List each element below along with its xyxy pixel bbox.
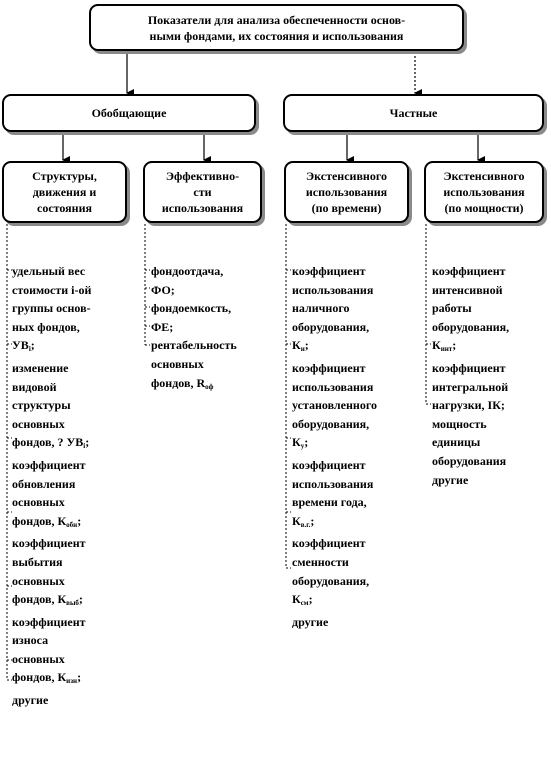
- list-item: коэффициент: [292, 536, 366, 551]
- list-item: фондоемкость,: [151, 301, 232, 316]
- list-item: группы основ-: [12, 301, 91, 316]
- list-item: времени года,: [292, 495, 367, 510]
- efficiency-indicator-list: [151, 262, 237, 396]
- intensive-box: [424, 161, 544, 223]
- list-item: использования: [292, 379, 374, 394]
- list-item: удельный вес: [12, 264, 86, 278]
- list-item: установленного: [292, 398, 377, 413]
- list-item: фондов, $К_{выб}$;: [12, 592, 83, 608]
- list-item: обновления: [12, 476, 76, 491]
- list-item: оборудования: [432, 453, 507, 468]
- list-item: оборудования,: [292, 416, 370, 431]
- general-label: Обобщающие: [91, 106, 167, 120]
- list-item: коэффициент: [292, 457, 366, 472]
- bracket-efficiency: [145, 224, 150, 345]
- list-item: видовой: [12, 379, 57, 394]
- list-item: рентабельность: [151, 338, 237, 353]
- list-item: коэффициент: [12, 536, 86, 551]
- root-title-line1: Показатели для анализа обеспеченности основ-: [147, 12, 406, 27]
- list-item: нагрузки, IК;: [432, 398, 505, 413]
- list-item: основных: [12, 495, 65, 510]
- extensive-box: [284, 161, 409, 223]
- list-item: коэффициент: [432, 264, 506, 278]
- intensive-label-2: использования: [443, 185, 525, 199]
- list-item: коэффициент: [432, 360, 506, 375]
- list-item: коэффициент: [292, 360, 366, 375]
- list-item: $УВ_i$;: [12, 338, 35, 354]
- list-item: другие: [292, 614, 329, 629]
- particular-box: [283, 94, 544, 132]
- list-item: ФО;: [151, 282, 175, 297]
- list-item: износа: [12, 633, 49, 648]
- list-item: $К_н$;: [292, 338, 309, 354]
- general-box: [2, 94, 256, 132]
- particular-label: Частные: [389, 106, 438, 120]
- list-item: изменение: [12, 360, 69, 375]
- structure-indicator-list: [12, 262, 91, 710]
- list-item: работы: [432, 301, 472, 316]
- list-item: сменности: [292, 554, 349, 569]
- list-item: другие: [432, 472, 469, 487]
- efficiency-box: [143, 161, 262, 223]
- intensive-indicator-list: [432, 262, 509, 489]
- list-item: $К_{инт}$;: [432, 338, 457, 354]
- list-item: интенсивной: [432, 282, 503, 297]
- list-item: основных: [151, 356, 204, 371]
- list-item: $К_{в.г.}$;: [292, 513, 315, 529]
- list-item: $К_{см}$;: [292, 592, 313, 608]
- list-item: оборудования,: [292, 319, 370, 334]
- efficiency-label-1: Эффективно-: [165, 169, 240, 183]
- bracket-extensive: [286, 224, 291, 568]
- efficiency-label-2: сти: [193, 185, 212, 199]
- list-item: мощность: [432, 416, 487, 431]
- intensive-label-1: Экстенсивного: [443, 169, 525, 183]
- list-item: оборудования,: [432, 319, 510, 334]
- list-item: структуры: [12, 398, 71, 413]
- list-item: ных фондов,: [12, 319, 80, 334]
- list-item: оборудования,: [292, 573, 370, 588]
- list-item: основных: [12, 573, 65, 588]
- root-box: [89, 4, 464, 51]
- list-item: фондов, ? $УВ_i$;: [12, 435, 90, 451]
- list-item: коэффициент: [292, 264, 366, 278]
- structure-label-1: Структуры,: [32, 169, 97, 183]
- list-item: выбытия: [12, 554, 63, 569]
- list-item: $К_у$;: [292, 435, 309, 451]
- extensive-label-3: (по времени): [311, 201, 382, 215]
- list-item: использования: [292, 282, 374, 297]
- list-item: наличного: [292, 301, 350, 316]
- list-item: фондов, $R_{оф}$: [151, 375, 214, 391]
- intensive-label-3: (по мощности): [444, 201, 524, 215]
- list-item: фондов, $К_{изн}$;: [12, 670, 82, 686]
- structure-box: [2, 161, 127, 223]
- list-item: фондоотдача,: [151, 264, 224, 278]
- list-item: основных: [12, 651, 65, 666]
- structure-label-3: состояния: [37, 201, 92, 215]
- structure-label-2: движения и: [32, 185, 97, 199]
- list-item: коэффициент: [12, 614, 86, 629]
- root-title-line2: ными фондами, их состояния и использования: [149, 28, 404, 43]
- efficiency-label-3: использования: [161, 201, 244, 215]
- list-item: интегральной: [432, 379, 509, 394]
- extensive-label-1: Экстенсивного: [305, 169, 387, 183]
- list-item: ФЕ;: [151, 319, 174, 334]
- list-item: фондов, $К_{обн}$;: [12, 513, 82, 529]
- bracket-intensive: [426, 224, 431, 404]
- list-item: стоимости i-ой: [12, 282, 92, 297]
- list-item: единицы: [432, 435, 481, 450]
- list-item: коэффициент: [12, 457, 86, 472]
- extensive-indicator-list: [292, 262, 377, 631]
- list-item: использования: [292, 476, 374, 491]
- extensive-label-2: использования: [305, 185, 388, 199]
- list-item: другие: [12, 693, 49, 708]
- list-item: основных: [12, 416, 65, 431]
